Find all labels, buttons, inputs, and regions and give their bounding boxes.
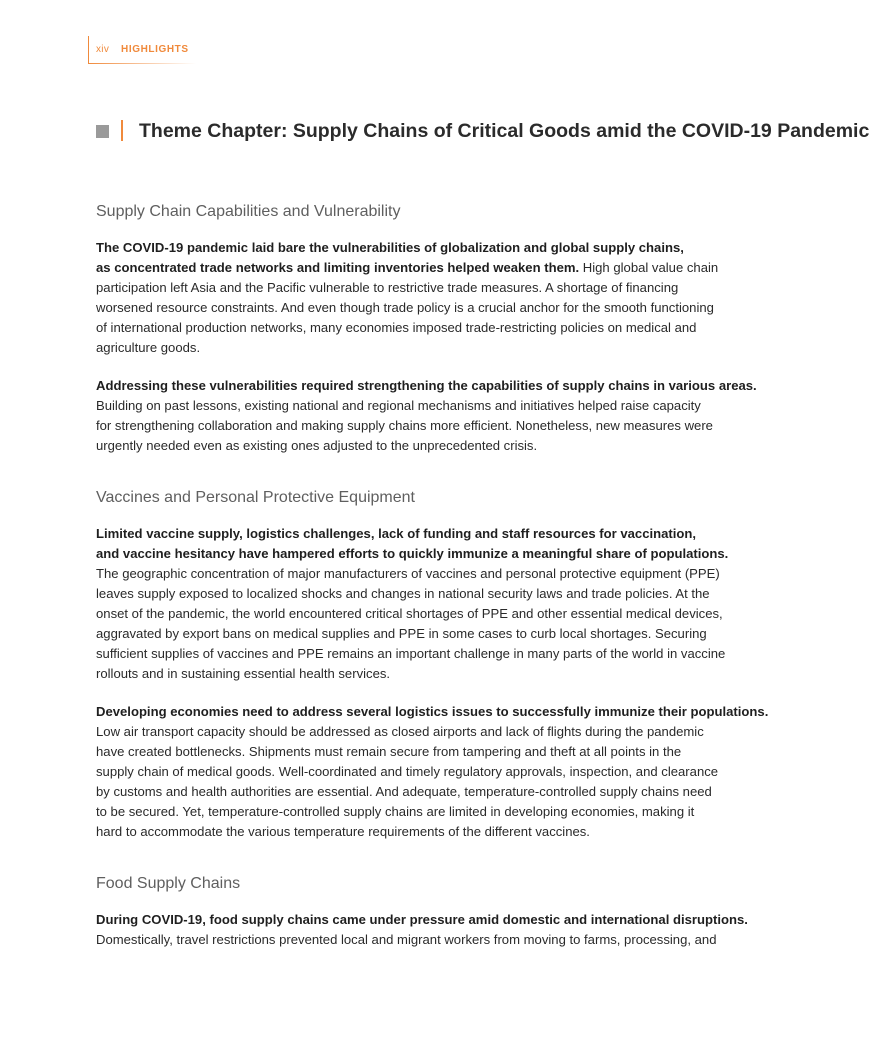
page-body [96,200,769,968]
text-line: and vaccine hesitancy have hampered efforts to quickly immunize a meaningful share of populations. [96,546,729,561]
text-line: by customs and health authorities are essential. And adequate, temperature-controlled supply chains need [96,784,712,799]
text-line: The geographic concentration of major manufacturers of vaccines and personal protective equipment (PPE) [96,566,720,581]
text-line: as concentrated trade networks and limiting inventories helped weaken them. High global value chain [96,260,719,275]
text-line: rollouts and in sustaining essential health services. [96,666,391,681]
text-line: have created bottlenecks. Shipments must remain secure from tampering and theft at all points in the [96,744,682,759]
section-heading: Supply Chain Capabilities and Vulnerability [96,203,401,220]
text-line: onset of the pandemic, the world encountered critical shortages of PPE and other essential medical devices, [96,606,723,621]
chapter-title [139,118,869,144]
paragraph [96,376,757,456]
text-line: aggravated by export bans on medical supplies and PPE in some cases to curb local shortages. Securing [96,626,707,641]
text-line: Limited vaccine supply, logistics challenges, lack of funding and staff resources for vaccination, [96,526,697,541]
text-line: supply chain of medical goods. Well-coordinated and timely regulatory approvals, inspection, and clearance [96,764,719,779]
chapter-title-line: amid the COVID-19 Pandemic [596,120,869,142]
page-number: xiv [96,44,110,55]
text-line: leaves supply exposed to localized shocks and changes in national security laws and trade policies. At the [96,586,710,601]
text-line: During COVID-19, food supply chains came under pressure amid domestic and international disruptions. [96,912,748,927]
text-line: Domestically, travel restrictions prevented local and migrant workers from moving to farms, processing, and [96,932,717,947]
paragraph [96,238,726,358]
paragraph [96,910,748,950]
header-rule-horizontal [88,63,196,64]
paragraph [96,702,769,842]
chapter-title-line: Theme Chapter: Supply Chains of Critical Goods [139,120,591,142]
header-rule-vertical [88,36,89,64]
running-header [88,36,198,64]
text-line: for strengthening collaboration and making supply chains more efficient. Nonetheless, new measures were [96,418,713,433]
text-line: Building on past lessons, existing national and regional mechanisms and initiatives helped raise capacity [96,398,701,413]
text-line: Developing economies need to address several logistics issues to successfully immunize their populations. [96,704,769,719]
text-line: hard to accommodate the various temperature requirements of the different vaccines. [96,824,590,839]
text-line: urgently needed even as existing ones adjusted to the unprecedented crisis. [96,438,538,453]
section-heading: Food Supply Chains [96,875,241,892]
paragraph [96,524,729,684]
text-line: The COVID-19 pandemic laid bare the vulnerabilities of globalization and global supply chains, [96,240,684,255]
text-line: of international production networks, many economies imposed trade-restricting policies on medical and [96,320,697,335]
text-line: Low air transport capacity should be addressed as closed airports and lack of flights during the pandemic [96,724,704,739]
text-line: agriculture goods. [96,340,201,355]
text-line: sufficient supplies of vaccines and PPE remains an important challenge in many parts of the world in vaccine [96,646,726,661]
heading-divider-bar [121,120,123,141]
text-line: worsened resource constraints. And even though trade policy is a crucial anchor for the smooth functioning [96,300,714,315]
text-line: to be secured. Yet, temperature-controlled supply chains are limited in developing economies, making it [96,804,695,819]
text-line: participation left Asia and the Pacific vulnerable to restrictive trade measures. A shortage of financing [96,280,679,295]
square-bullet-icon [96,125,109,138]
running-section-title: HIGHLIGHTS [121,44,189,55]
section-heading: Vaccines and Personal Protective Equipment [96,489,415,506]
text-line: Addressing these vulnerabilities required strengthening the capabilities of supply chains in various areas. [96,378,757,393]
